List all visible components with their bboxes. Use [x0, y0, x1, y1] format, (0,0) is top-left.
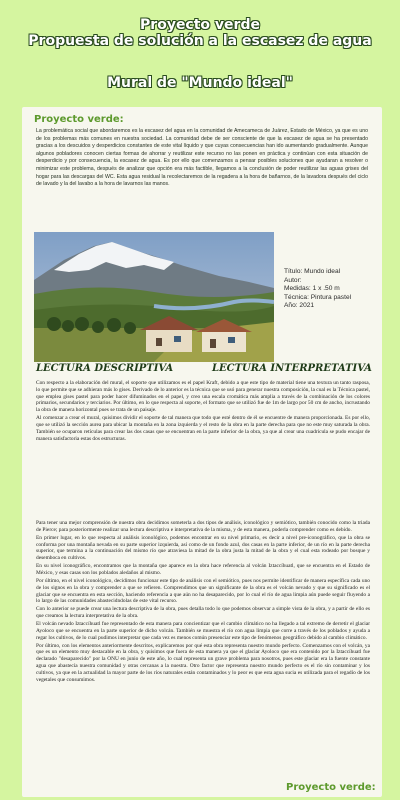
artwork-info [284, 268, 384, 311]
paragraph: Con lo anterior se puede crear una lectura descriptiva de la obra, pues detalla todo lo que podemos observar a simple vista de la obra, y a partir de ello es que creamos la lectura interpretativa de la obra. [36, 606, 370, 620]
artwork-author: Autor: [284, 276, 302, 284]
intro-paragraph: La problemática social que abordaremos es la escasez del agua en la comunidad de Amecameca de Juárez, Estado de México, ya que es uno de los problemas más comunes en nuestra sociedad. La comunidad debe de ser consciente de que la escasez de agua se ha presentado gracias a los descuidos y desperdicios constantes de este vital líquido y que cuyas consecuencias han ido aumentando gradualmente. Aunque algunos pobladores conocen ciertas formas de ahorrar y reutilizar este recurso no las ponen en práctica y continúan con esta situación de desperdicio y por consecuencia, la escasez de agua. Es por ello que comenzamos a pensar posibles soluciones que ayudaran a resolver o minimizar este problema, después de analizar que opción era más factible, llegamos a la conclusión de poder reutilizar las aguas grises del hogar para las descargas del WC. Esta agua residual la recolectaremos de la regadera a la hora de bañarnos, de la lavadora después del ciclo de lavado y la del lavabo a la hora de lavarnos las manos. [36, 128, 368, 188]
title-line-1: Proyecto verde [140, 17, 260, 33]
paragraph: Por último, en el nivel iconológico, decidimos funcionar este tipo de análisis con el semiótico, pues nos permite identificar de manera específica cada uno de los signos en la obra y comprender a que se refieren. Comprendimos que un significante de la obra es el volcán nevado y que su significado es el glaciar que se encuentra en esta sección, haciendo referencia a que aún no ha desaparecido, por lo cual el río de agua limpia aún puede seguir fluyendo a lo largo de las comunidades abastecidndolas de este vital recurso. [36, 577, 370, 605]
content-panel [22, 107, 382, 797]
descriptive-text [36, 380, 370, 444]
interpretive-text [36, 520, 370, 685]
paragraph: Con respecto a la elaboración del mural, el soporte que utilizamos es el papel Kraft, debido a que este tipo de material tiene una textura un tanto rasposa, lo que permite que se adhieran más lo gises. Derivado de lo anterior es la técnica que se usó para generar nuestra composición, la cual es la Técnica pastel, que emplea gises pastel para poder hacer difuminados en el papel, y creo una escala cromática más amplia a través de la combinación de los colores primarios, secundarios y terciarios. Por último, en lo que respecta al soporte, el formato que se utilizó fue de 1m de largo por 50 cm de ancho, incrustando la obra de manera horizontal pues se trata de un paisaje. [36, 380, 370, 414]
artwork-technique: Técnica: Pintura pastel [284, 293, 352, 301]
artwork-year: Año: 2021 [284, 302, 315, 310]
mural-title: Mural de "Mundo ideal" [107, 75, 293, 91]
heading-interpretive-reading: LECTURA INTERPRETATIVA [212, 363, 372, 374]
paragraph: Al comenzar a crear el mural, quisimos dividir el soporte de tal manera que todo que esté dentro de él se encuentre de manera proporcionada. Es por ello, que se utilizó la sección aurea para ubicar la montaña en la zona izquierda y el resto de la obra en la parte derecha para que no este muy saturada la obra. También se ocuparon retículas para crear las dos casas que se encuentran en la parte inferior de la obra, ya que al crear una cuadricula se pudo encajar de manera satisfactoria estas dos estructuras. [36, 415, 370, 442]
paragraph: Para tener una mejor comprensión de nuestra obra decidimos someterla a dos tipos de análisis, iconológico y semiótico, también conocido como la triada de Pierce; para posteriormente realizar una lectura descriptiva e interpretativa de la misma, y de esta manera, poderla comprender como es debido. [36, 520, 370, 533]
title-line-2: Propuesta de solución a la escasez de agua [28, 33, 372, 49]
paragraph: En su nivel iconográfico, encontramos que la montaña que aparece en la obra hace referencia al volcán Iztaccíhuatl, que se encuentra en el Estado de México, y esas casas son los poblados aledaños al mismo. [36, 563, 370, 576]
paragraph: El volcán nevado Iztaccíhuatl fue representado de esta manera para concientizar que el cambio climático no ha llegado a tal extremo de derretir el glaciar Ayoloco que se encuentra en la parte superior de dicho volcán. También se muestra el río con agua limpia que corre a través de los poblados y ayuda a regar los cultivos, de lo cual pudimos interpretar que cada vez es menos común presenciar este tipo de fenómenos geográfico debido al cambio climático. [36, 621, 370, 641]
heading-descriptive-reading: LECTURA DESCRIPTIVA [36, 363, 174, 374]
artwork-title: Título: Mundo ideal [284, 268, 341, 275]
paragraph: En primer lugar, en lo que respecta al análisis iconológico, podemos encontrar en su nivel primario, es decir a nivel pre-iconográfico, que la obra se conforma por una montaña nevada en su parte superior izquierda, así como de un fondo azul, dos casas en la parte inferior, de un río en la parte derecha superior, que termina a la continuación del mismo río que atraviesa la mitad de la obra justa la mitad de la obra y el cual esta rodeado por bosque y desemboca en cultivos. [36, 534, 370, 562]
artwork-dimensions: Medidas: 1 x .50 m [284, 285, 340, 293]
panel-heading: Proyecto verde: [34, 114, 124, 125]
footer-label: Proyecto verde: [286, 782, 376, 793]
paragraph: Por último, con los elementos anteriormente descritos, explicaremos por qué esta obra representa nuestro mundo perfecto. Comenzamos con el volcán, ya que es un elemento muy destacable en la obra, y quisimos que fuera de esta manera ya que el glaciar Ayoloco que era contenido por la Iztaccíhuatl fue declarado "desaparecido" por la ONU en junio de este año, lo cual representa un grave problema para nosotros, pues este glaciar era la fuente constante agua que abastecía nuestra comunidad y otras cercanas a la nuestra. Otro factor que representa nuestro mundo perfecto es el río sin contaminar y los cultivos, ya que en la actualidad la mayor parte de los ríos naturales están contaminados y lo peor es que esta agua sucia es utilizada para el regadío de los vegetales que consumimos. [36, 642, 370, 683]
mural-painting-image [34, 232, 274, 362]
